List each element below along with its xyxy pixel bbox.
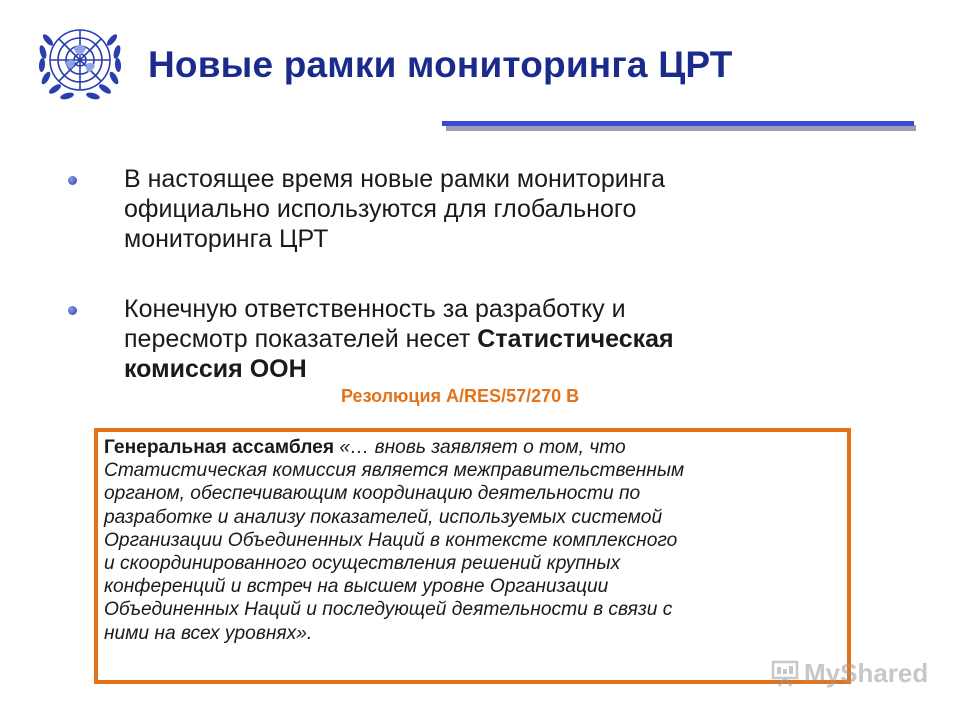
bullet-item <box>124 294 884 384</box>
bullet-line: мониторинга ЦРТ <box>124 225 329 253</box>
page-title: Новые рамки мониторинга ЦРТ <box>148 44 733 85</box>
bullet-line-emphasis: Статистическая <box>477 325 674 353</box>
bullet-line <box>124 324 884 354</box>
quote-line: Объединенных Наций и последующей деятельности в связи с <box>104 599 673 621</box>
quote-line: разработке и анализу показателей, используемых системой <box>104 506 663 528</box>
quote-line-text: «… вновь заявляет о том, что <box>334 437 626 458</box>
bullet-line-emphasis: комиссия ООН <box>124 355 307 383</box>
quote-text <box>104 436 844 645</box>
un-emblem-icon <box>30 10 130 110</box>
bullet-marker <box>68 176 77 185</box>
bullet-line-text: пересмотр показателей несет <box>124 325 478 353</box>
bullet-line <box>124 354 884 384</box>
quote-line: Статистическая комиссия является межправительственным <box>104 460 685 482</box>
bullet-line: Конечную ответственность за разработку и <box>124 295 626 323</box>
quote-lead: Генеральная ассамблея <box>104 437 335 458</box>
bullet-line: В настоящее время новые рамки мониторинга <box>124 165 665 193</box>
bullet-line: официально используются для глобального <box>124 195 637 223</box>
watermark-text: MyShared <box>804 657 929 688</box>
presentation-board-icon <box>770 658 800 688</box>
bullet-marker <box>68 306 77 315</box>
quote-line: органом, обеспечивающим координацию деятельности по <box>104 483 641 505</box>
quote-line: Организации Объединенных Наций в контексте комплексного <box>104 529 678 551</box>
quote-line: и скоординированного осуществления решений крупных <box>104 553 621 575</box>
quote-line <box>104 436 844 459</box>
title-rule <box>442 121 914 126</box>
quote-line: ними на всех уровнях». <box>104 622 313 644</box>
bullet-item <box>124 164 884 254</box>
quote-line: конференций и встреч на высшем уровне Организации <box>104 576 609 598</box>
watermark <box>770 655 928 691</box>
resolution-reference: Резолюция A/RES/57/270 B <box>341 386 580 406</box>
